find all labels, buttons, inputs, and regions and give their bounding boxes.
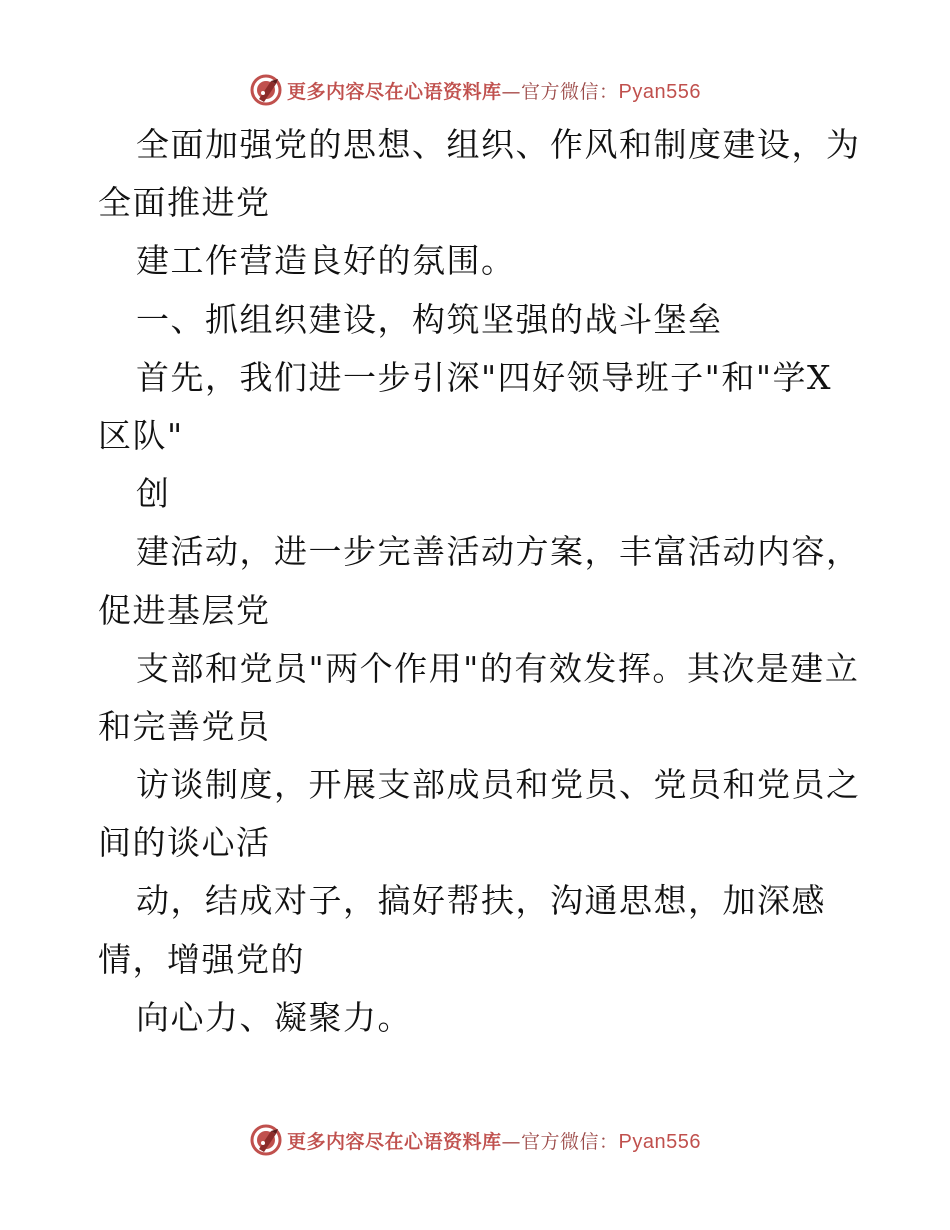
banner-separator: —	[501, 80, 522, 103]
text-line: 间的谈心活	[98, 823, 271, 863]
text-line: 区队"	[98, 415, 184, 455]
text-line: 建活动，进一步完善活动方案，丰富活动内容，	[136, 532, 861, 572]
text-line: 首先，我们进一步引深"四好领导班子"和"学X	[136, 357, 833, 397]
banner-text	[287, 77, 701, 104]
banner-wechat-label: 官方微信：	[521, 80, 619, 103]
text-line: 全面推进党	[98, 183, 271, 223]
text-line: 访谈制度，开展支部成员和党员、党员和党员之	[136, 765, 861, 805]
banner-wechat-id: Pyan556	[618, 1130, 701, 1153]
text-line: 支部和党员"两个作用"的有效发挥。其次是建立	[136, 648, 860, 688]
text-line: 和完善党员	[98, 706, 271, 746]
footer-banner	[0, 1122, 950, 1158]
text-line: 情，增强党的	[98, 939, 305, 979]
header-banner	[0, 72, 950, 108]
pen-nib-logo-icon	[249, 73, 283, 107]
banner-separator: —	[501, 1130, 522, 1153]
text-line: 向心力、凝聚力。	[136, 997, 412, 1037]
text-line: 一、抓组织建设，构筑坚强的战斗堡垒	[136, 299, 723, 339]
text-line: 促进基层党	[98, 590, 271, 630]
banner-main-text: 更多内容尽在心语资料库	[287, 80, 502, 103]
text-line: 动，结成对子，搞好帮扶，沟通思想，加深感	[136, 881, 826, 921]
banner-text	[287, 1127, 701, 1154]
text-line: 创	[136, 474, 171, 514]
banner-wechat-id: Pyan556	[618, 80, 701, 103]
text-line: 全面加强党的思想、组织、作风和制度建设，为	[136, 125, 861, 164]
banner-wechat-label: 官方微信：	[521, 1130, 619, 1153]
pen-nib-logo-icon	[249, 1123, 283, 1157]
text-line: 建工作营造良好的氛围。	[136, 241, 516, 281]
banner-main-text: 更多内容尽在心语资料库	[287, 1130, 502, 1153]
document-body	[98, 116, 861, 1047]
